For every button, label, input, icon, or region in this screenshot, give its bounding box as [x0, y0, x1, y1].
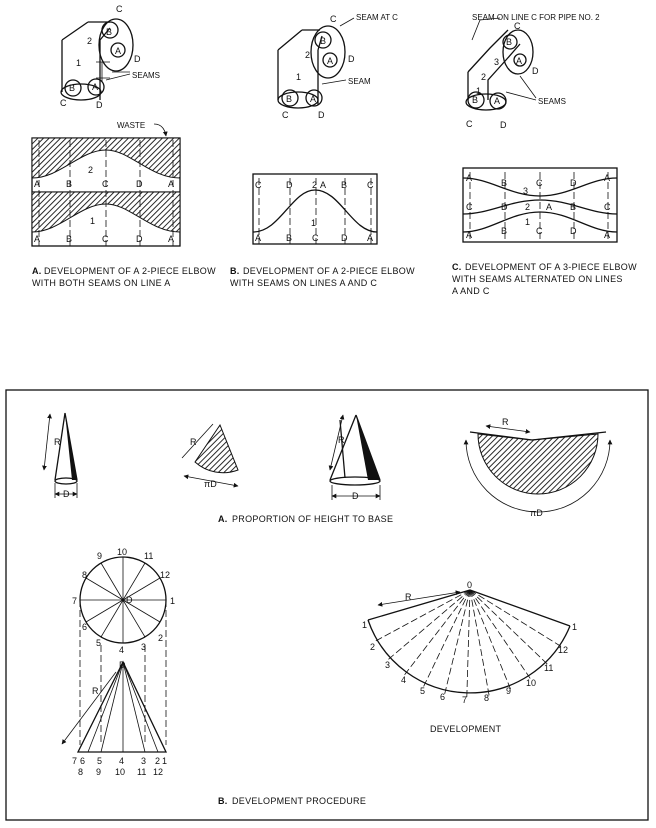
elbow-b-label-c: C: [330, 14, 337, 24]
elbow-a-label-a: A: [115, 46, 122, 56]
semicircle-development: [466, 426, 610, 512]
elbow-a-label-2: 2: [87, 36, 93, 46]
pattern-b-piece-1: 1: [311, 218, 317, 228]
base-numbers-row1: [72, 756, 167, 766]
base-number: 9: [96, 767, 102, 777]
pattern-a-row1-letter: A: [168, 179, 175, 189]
arc-number: 4: [401, 675, 407, 685]
cone-wide: [330, 415, 380, 500]
pattern-c-row1-letter: D: [570, 178, 577, 188]
arc-number: 5: [420, 686, 426, 696]
arc-number: 9: [506, 686, 512, 696]
elbow-b-label-2: 2: [305, 50, 311, 60]
elbow-c-label-a2: A: [494, 96, 501, 106]
elevation-r: R: [92, 686, 99, 696]
pattern-b-bottom-letter: C: [312, 233, 319, 243]
elbow-b-label-b: B: [320, 36, 327, 46]
base-number: 4: [119, 756, 125, 766]
pattern-b-top-letter: C: [367, 180, 374, 190]
pattern-b-bottom-letter: D: [341, 233, 348, 243]
pattern-c-row2-letter: C: [466, 202, 473, 212]
circle-number: 8: [82, 570, 88, 580]
semicircle-pid: πD: [530, 508, 543, 518]
arc-number: 6: [440, 692, 446, 702]
caption-b-line1: DEVELOPMENT OF A 2-PIECE ELBOW: [243, 266, 415, 276]
sector-small: [182, 424, 238, 486]
elbow-b-label-c2: C: [282, 110, 289, 120]
bottom-caption-b-letter: B.: [218, 796, 228, 806]
pattern-c-piece-2: 2: [525, 202, 531, 212]
pattern-a-row1-letter: A: [34, 179, 41, 189]
pattern-c-row3-letter: C: [536, 226, 543, 236]
arc-number: 3: [385, 660, 391, 670]
elbow-b-seam-at-c-label: SEAM AT C: [356, 13, 398, 22]
fan-ray: [444, 590, 470, 695]
bottom-caption-a-letter: A.: [218, 514, 228, 524]
pattern-c-row1-letters: [466, 173, 610, 188]
pattern-a-row2-letter: A: [34, 234, 41, 244]
pattern-a-row1-letter: D: [136, 179, 143, 189]
elbow-b-label-1: 1: [296, 72, 302, 82]
sector-small-pid: πD: [204, 479, 217, 489]
elbow-a-label-c2: C: [60, 98, 67, 108]
caption-a-line2: WITH BOTH SEAMS ON LINE A: [32, 278, 171, 288]
pattern-c-row3-letter: A: [466, 230, 473, 240]
pattern-c-row3-letters: [466, 226, 610, 240]
cone-tall: [44, 413, 77, 498]
pattern-c-piece-3: 3: [523, 186, 529, 196]
circle-number: 4: [119, 645, 125, 655]
elevation-cone: [62, 662, 166, 752]
circle-number: 12: [160, 570, 171, 580]
caption-c-line2: WITH SEAMS ALTERNATED ON LINES: [452, 274, 623, 284]
pattern-a-row2-letter: B: [66, 234, 73, 244]
caption-c-line3: A AND C: [452, 286, 490, 296]
circle-number: 2: [158, 633, 164, 643]
cone-tall-r: R: [54, 437, 61, 447]
base-number: 3: [141, 756, 147, 766]
circle-number: 7: [72, 596, 78, 606]
semicircle-r: R: [502, 417, 509, 427]
fan-ray: [470, 590, 531, 679]
pattern-b-bottom-letters: [255, 233, 373, 243]
elbow-b-label-d: D: [348, 54, 355, 64]
pattern-a-row2-letters: [34, 234, 174, 244]
bottom-caption-a: PROPORTION OF HEIGHT TO BASE: [232, 514, 394, 524]
circle-center-d: D: [126, 595, 133, 605]
pattern-c-row3-letter: B: [501, 226, 508, 236]
pattern-c-row1-letter: A: [466, 173, 473, 183]
arc-number: 1: [362, 620, 368, 630]
arc-number: 1: [572, 622, 578, 632]
caption-b-line2: WITH SEAMS ON LINES A AND C: [230, 278, 378, 288]
arc-number: 2: [370, 642, 376, 652]
development-apex: 0: [467, 580, 473, 590]
elbow-c-label-2: 2: [481, 72, 487, 82]
elbow-a-label-b: B: [106, 27, 113, 37]
pattern-a-row1-letters: [34, 179, 174, 189]
arc-number: 11: [544, 663, 554, 673]
cone-tall-d: D: [63, 489, 70, 499]
elbow-c-label-c: C: [514, 21, 521, 31]
fan-ray: [423, 590, 470, 687]
caption-c-letter: C.: [452, 262, 462, 272]
pattern-c-row2-letter: D: [501, 202, 508, 212]
circle-number: 9: [97, 551, 103, 561]
elbow-a-label-b2: B: [69, 83, 76, 93]
elbow-b-label-a2: A: [310, 94, 317, 104]
base-number: 6: [80, 756, 86, 766]
caption-a-letter: A.: [32, 266, 42, 276]
fan-ray: [404, 590, 470, 676]
pattern-c-row1-letter: A: [604, 173, 611, 183]
pattern-c-row3-letter: D: [570, 226, 577, 236]
pattern-a-row1-letter: B: [66, 179, 73, 189]
cone-wide-d: D: [352, 491, 359, 501]
elbow-c-label-c2: C: [466, 119, 473, 129]
waste-label: WASTE: [117, 121, 146, 130]
base-number: 1: [162, 756, 168, 766]
elbow-a-label-c: C: [116, 4, 123, 14]
arc-number: 10: [526, 678, 537, 688]
pattern-b-bottom-letter: A: [255, 233, 262, 243]
arc-number: 12: [558, 645, 569, 655]
elbow-b-seam-label: SEAM: [348, 77, 371, 86]
elbow-c-seams-label: SEAMS: [538, 97, 567, 106]
elbow-b-label-a: A: [327, 56, 334, 66]
pattern-a-piece-2: 2: [88, 165, 94, 175]
circle-number: 11: [144, 551, 154, 561]
pattern-b-bottom-letter: B: [286, 233, 293, 243]
base-number: 10: [115, 767, 126, 777]
elbow-c-label-1: 1: [476, 86, 482, 96]
arc-number: 7: [462, 695, 468, 705]
pattern-c-row1-letter: B: [501, 178, 508, 188]
elbow-a-label-d2: D: [96, 100, 103, 110]
circle-number: 6: [82, 622, 88, 632]
arc-number: 8: [484, 693, 490, 703]
circle-number: 5: [96, 638, 102, 648]
elbow-c-seam-line-label: SEAM ON LINE C FOR PIPE NO. 2: [472, 13, 600, 22]
fan-ray: [470, 590, 511, 690]
pattern-b-piece-2: 2: [312, 180, 318, 190]
elbow-a-label-1: 1: [76, 58, 82, 68]
base-number: 8: [78, 767, 84, 777]
pattern-a-piece-1: 1: [90, 216, 96, 226]
circle-number: 1: [170, 596, 176, 606]
elbow-b-label-d2: D: [318, 110, 325, 120]
pattern-b-top-letter: B: [341, 180, 348, 190]
pattern-c-row3-letter: A: [604, 230, 611, 240]
pattern-b-top-letter: D: [286, 180, 293, 190]
elbow-c-label-b2: B: [472, 95, 479, 105]
circle-number: 3: [141, 642, 147, 652]
caption-c-line1: DEVELOPMENT OF A 3-PIECE ELBOW: [465, 262, 637, 272]
development-r: R: [405, 592, 412, 602]
pattern-a-row1-letter: C: [102, 179, 109, 189]
caption-a-line1: DEVELOPMENT OF A 2-PIECE ELBOW: [44, 266, 216, 276]
pattern-c-piece-1: 1: [525, 217, 531, 227]
base-number: 5: [97, 756, 103, 766]
pattern-b-top-letter: C: [255, 180, 262, 190]
base-numbers-row2: [78, 767, 163, 777]
elbow-a-label-d: D: [134, 54, 141, 64]
pattern-a-row2-letter: C: [102, 234, 109, 244]
pattern-b-top-letter: A: [320, 180, 327, 190]
bottom-caption-b: DEVELOPMENT PROCEDURE: [232, 796, 367, 806]
pattern-c-row2-letter: A: [546, 202, 553, 212]
elbow-c-label-a: A: [516, 56, 523, 66]
elbow-b-label-b2: B: [286, 94, 293, 104]
pattern-c-row1-letter: C: [536, 178, 543, 188]
elbow-c-label-d: D: [532, 66, 539, 76]
pattern-a: [32, 138, 180, 246]
development-label: DEVELOPMENT: [430, 724, 502, 734]
elbow-a-label-a2: A: [92, 82, 99, 92]
base-number: 12: [153, 767, 164, 777]
sector-small-r: R: [190, 437, 197, 447]
elbow-c-label-3: 3: [494, 57, 500, 67]
pattern-c-row2-letter: B: [570, 202, 577, 212]
pattern-a-row2-letter: D: [136, 234, 143, 244]
fan-ray: [388, 590, 470, 660]
cone-wide-r: R: [338, 435, 345, 445]
pattern-a-row2-letter: A: [168, 234, 175, 244]
circle-number: 10: [117, 547, 128, 557]
base-number: 11: [137, 767, 147, 777]
fan-ray: [467, 590, 470, 698]
cone-apex-d: D: [119, 660, 126, 670]
development-fan: [368, 590, 570, 698]
caption-b-letter: B.: [230, 266, 240, 276]
pattern-c-row2-letter: C: [604, 202, 611, 212]
pattern-b-bottom-letter: A: [367, 233, 374, 243]
elbow-c-label-d2: D: [500, 120, 507, 130]
base-number: 2: [155, 756, 161, 766]
elbow-a-seams-label: SEAMS: [132, 71, 161, 80]
elbow-c-label-b: B: [506, 37, 513, 47]
base-number: 7: [72, 756, 78, 766]
